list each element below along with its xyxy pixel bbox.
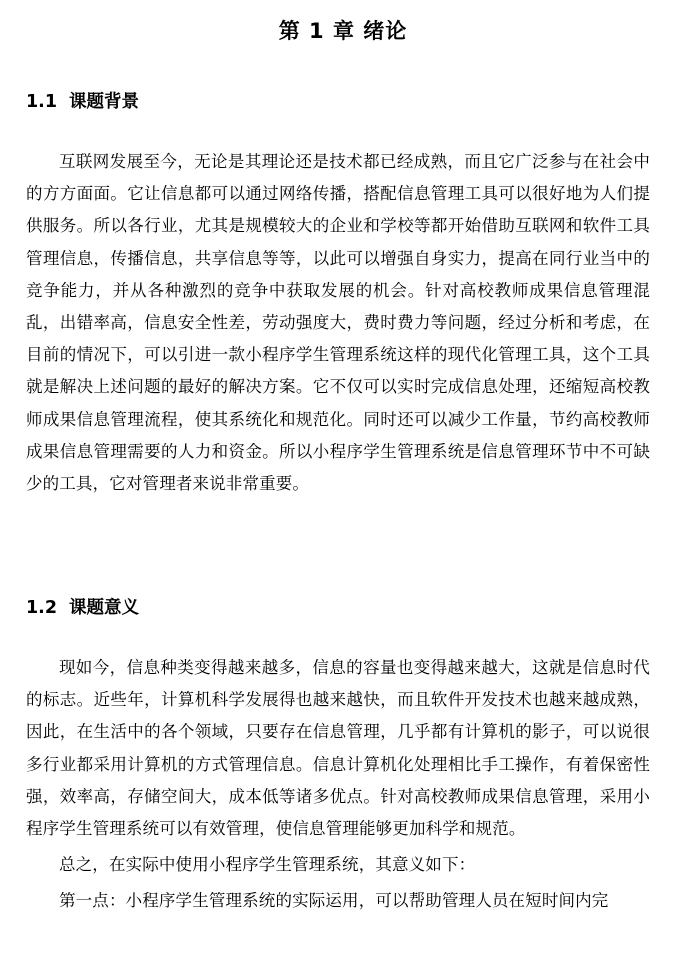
section-heading-1-1 bbox=[26, 89, 139, 115]
body-paragraph: 互联网发展至今，无论是其理论还是技术都已经成熟，而且它广泛参与在社会中的方方面面。它让信息都可以通过网络传播，搭配信息管理工具可以很好地为人们提供服务。所以各行业，尤其是规模较大的企业和学校等都开始借助互联网和软件工具管理信息，传播信息，共享信息等等，以此可以增强自身实力，提高在同行业当中的竞争能力，并从各种激烈的竞争中获取发展的机会。针对高校教师成果信息管理混乱，出错率高，信息安全性差，劳动强度大，费时费力等问题，经过分析和考虑，在目前的情况下，可以引进一款小程序学生管理系统这样的现代化管理工具，这个工具就是解决上述问题的最好的解决方案。它不仅可以实时完成信息处理，还缩短高校教师成果信息管理流程，使其系统化和规范化。同时还可以减少工作量，节约高校教师成果信息管理需要的人力和资金。所以小程序学生管理系统是信息管理环节中不可缺少的工具，它对管理者来说非常重要。 bbox=[26, 152, 650, 494]
body-paragraph: 现如今，信息种类变得越来越多，信息的容量也变得越来越大，这就是信息时代的标志。近些年，计算机科学发展得也越来越快，而且软件开发技术也越来越成熟，因此，在生活中的各个领域，只要存在信息管理，几乎都有计算机的影子，可以说很多行业都采用计算机的方式管理信息。信息计算机化处理相比手工操作，有着保密性强，效率高，存储空间大，成本低等诸多优点。针对高校教师成果信息管理，采用小程序学生管理系统可以有效管理，使信息管理能够更加科学和规范。 bbox=[26, 658, 650, 839]
section-title: 课题背景 bbox=[69, 92, 140, 112]
body-paragraph: 第一点：小程序学生管理系统的实际运用，可以帮助管理人员在短时间内完 bbox=[59, 891, 609, 911]
section-body-1-2 bbox=[26, 652, 650, 918]
section-number: 1.1 bbox=[26, 92, 58, 112]
section-heading-1-2 bbox=[26, 595, 139, 621]
section-body-1-1 bbox=[26, 146, 650, 500]
section-title: 课题意义 bbox=[69, 598, 140, 618]
chapter-title: 第 1 章 绪论 bbox=[278, 19, 408, 43]
body-paragraph: 总之，在实际中使用小程序学生管理系统，其意义如下： bbox=[59, 855, 476, 875]
section-number: 1.2 bbox=[26, 598, 58, 618]
